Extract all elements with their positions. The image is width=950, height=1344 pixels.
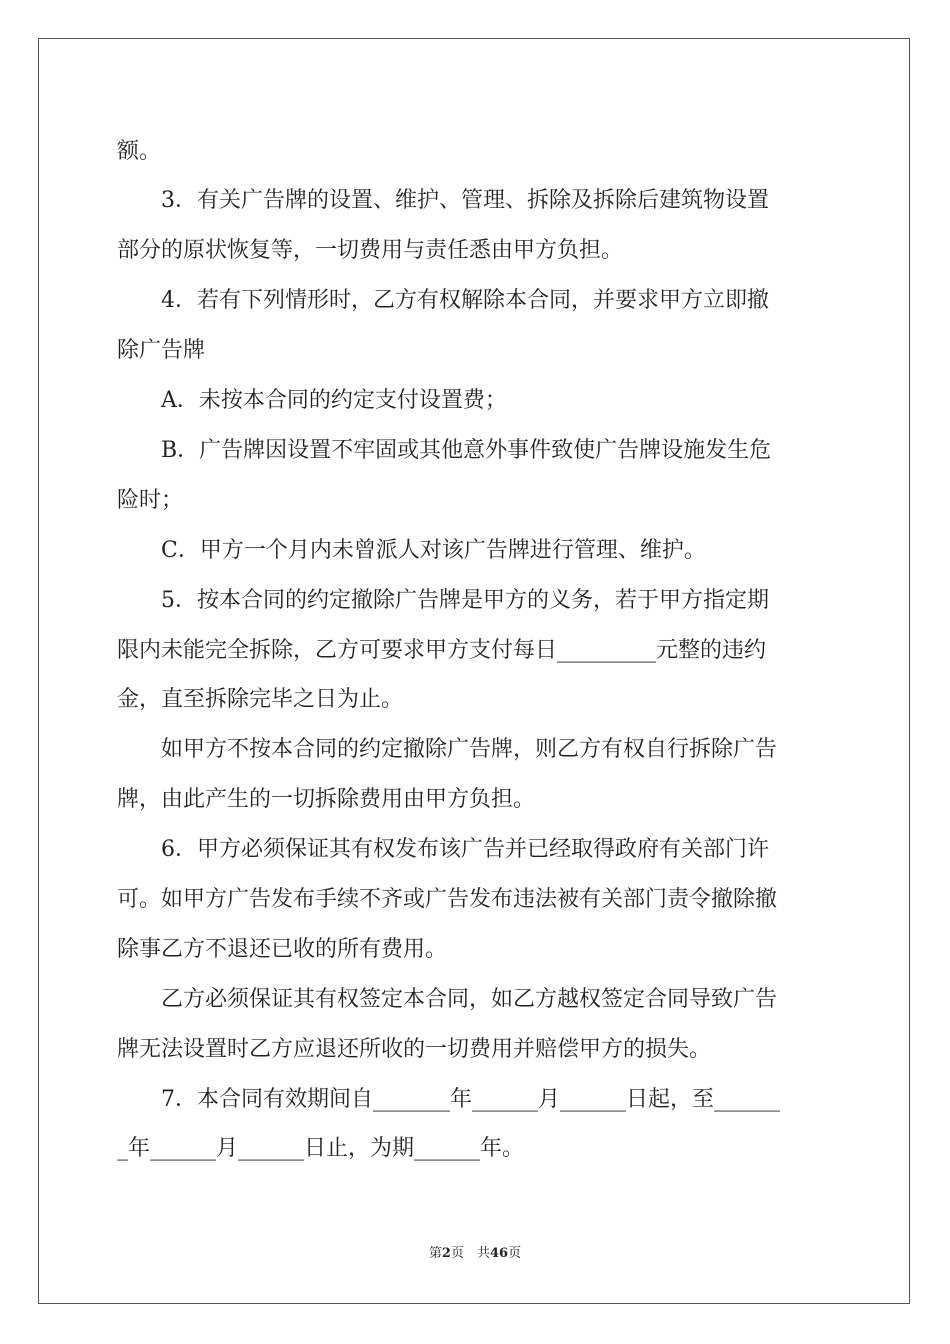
footer-total-suffix: 页 — [508, 1246, 522, 1261]
text-line: 6．甲方必须保证其有权发布该广告并已经取得政府有关部门许 — [161, 837, 769, 862]
text-line: 限内未能完全拆除，乙方可要求甲方支付每日_________元整的违约 — [117, 638, 767, 663]
text-line: C．甲方一个月内未曾派人对该广告牌进行管理、维护。 — [161, 538, 706, 563]
text-line: 可。如甲方广告发布手续不齐或广告发布违法被有关部门责令撤除撤 — [117, 887, 778, 912]
footer-page-prefix: 第 — [428, 1246, 442, 1261]
text-line: 牌，由此产生的一切拆除费用由甲方负担。 — [117, 787, 536, 812]
text-line: 牌无法设置时乙方应退还所收的一切费用并赔偿甲方的损失。 — [117, 1037, 712, 1062]
text-line: 金，直至拆除完毕之日为止。 — [117, 687, 404, 712]
text-line: 部分的原状恢复等，一切费用与责任悉由甲方负担。 — [117, 238, 624, 263]
text-line: A．未按本合同的约定支付设置费； — [161, 388, 507, 413]
text-line: 7．本合同有效期间自_______年______月______日起，至______ — [161, 1087, 780, 1112]
text-line: 额。 — [117, 139, 162, 164]
text-line: 4．若有下列情形时，乙方有权解除本合同，并要求甲方立即撤 — [161, 288, 769, 313]
footer-page-suffix: 页 共 — [450, 1246, 490, 1261]
footer-total-pages: 46 — [489, 1246, 509, 1261]
text-line: 险时； — [117, 488, 184, 513]
text-line: 乙方必须保证其有权签定本合同，如乙方越权签定合同导致广告 — [161, 987, 778, 1012]
text-line: 除广告牌 — [117, 338, 206, 363]
text-line: 3．有关广告牌的设置、维护、管理、拆除及拆除后建筑物设置 — [161, 188, 769, 213]
text-line: B．广告牌因设置不牢固或其他意外事件致使广告牌设施发生危 — [161, 438, 772, 463]
page-footer — [0, 1245, 950, 1263]
text-line: 除事乙方不退还已收的所有费用。 — [117, 937, 448, 962]
text-line: 5．按本合同的约定撤除广告牌是甲方的义务，若于甲方指定期 — [161, 588, 769, 613]
text-line: 如甲方不按本合同的约定撤除广告牌，则乙方有权自行拆除广告 — [161, 737, 778, 762]
footer-page-number: 2 — [441, 1246, 451, 1261]
text-line: _年______月______日止，为期______年。 — [117, 1136, 525, 1161]
